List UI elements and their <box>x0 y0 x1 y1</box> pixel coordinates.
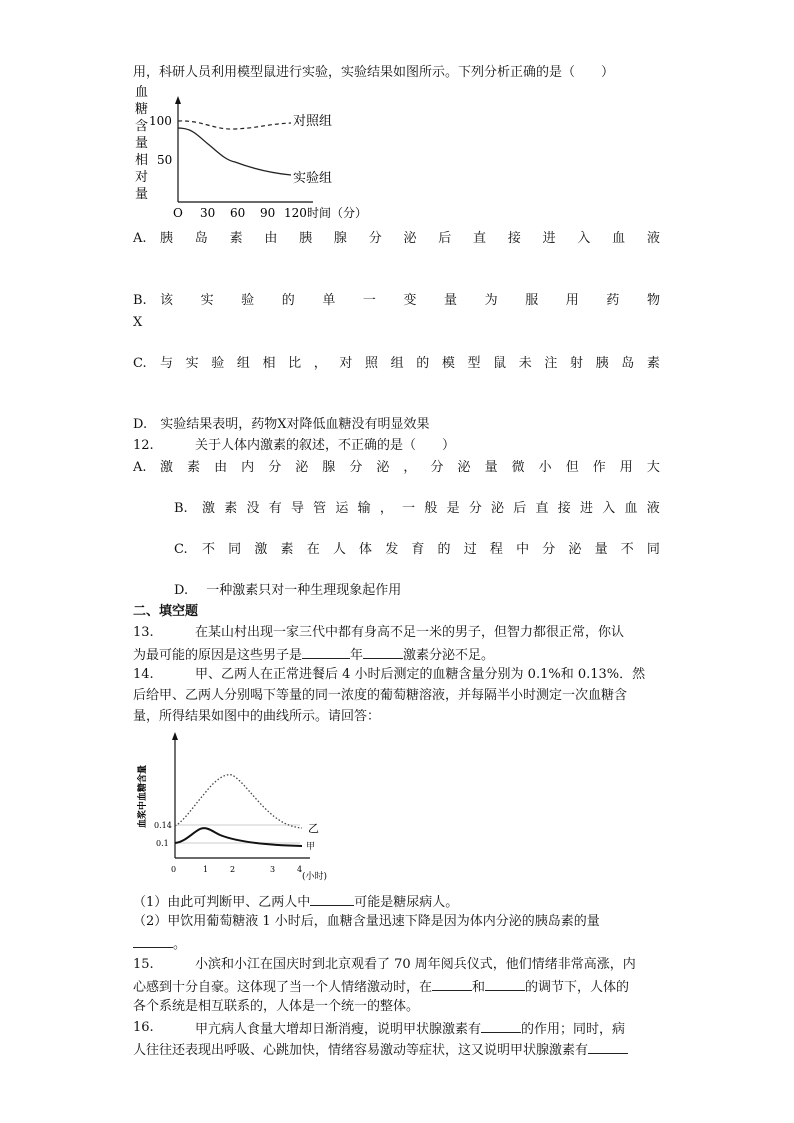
chart1-ytick-50: 50 <box>157 153 173 167</box>
q12-option-b: B. <box>174 501 188 516</box>
q12-number: 12. <box>133 438 154 453</box>
option-char: 泌 <box>457 460 471 475</box>
option-char: 育 <box>411 542 425 557</box>
chart2-xtick-3: 3 <box>270 865 276 874</box>
series-yi-line <box>175 775 302 828</box>
q15-line1: 小滨和小江在国庆时到北京观看了 70 周年阅兵仪式，他们情绪非常高涨，内 <box>195 957 636 972</box>
chart2-series-jia: 甲 <box>306 842 316 852</box>
chart1-xtick-120: 120 <box>284 206 307 219</box>
option-char: 后 <box>513 501 527 516</box>
chart1-xtick-30: 30 <box>200 206 216 219</box>
option-char: 素 <box>646 356 660 371</box>
q14-number: 14. <box>133 667 154 682</box>
option-char: 在 <box>306 542 320 557</box>
option-char: 型 <box>467 356 481 371</box>
option-char: 内 <box>241 460 255 475</box>
option-char: 组 <box>390 356 404 371</box>
option-char: 泌 <box>491 501 505 516</box>
option-char: 未 <box>518 356 532 371</box>
q12-option-c-text <box>202 541 660 558</box>
q11-option-c-text <box>160 355 660 372</box>
option-char: 岛 <box>621 356 635 371</box>
option-char: 同 <box>228 542 242 557</box>
option-char: 胰 <box>299 231 313 246</box>
option-char: 激 <box>202 501 216 516</box>
option-char: 相 <box>262 356 276 371</box>
chart2-ytick-01: 0.1 <box>156 839 169 848</box>
option-char: 血 <box>624 501 638 516</box>
section-fill-in-title: 二、填空题 <box>133 604 199 619</box>
option-char: 没 <box>246 501 260 516</box>
option-char: 但 <box>565 460 579 475</box>
option-char: 该 <box>160 293 174 308</box>
q14-sub1: （1）由此可判断甲、乙两人中 可能是糖尿病人。 <box>133 892 458 911</box>
option-char: 导 <box>290 501 304 516</box>
q15-line2: 心感到十分自豪。这体现了当一个人情绪激动时，在 和 的调节下，人体的 <box>133 977 629 996</box>
chart2-xtick-0: 0 <box>171 865 177 874</box>
blood-sugar-chart-2 <box>130 728 330 883</box>
option-char: 不 <box>202 542 216 557</box>
chart2-xtick-4: 4 <box>297 865 303 874</box>
option-char: 后 <box>438 231 452 246</box>
q13-line2: 为最可能的原因是这些男子是 年 激素分泌不足。 <box>133 645 494 664</box>
option-char: 胰 <box>595 356 609 371</box>
q16-blank-1[interactable] <box>481 1019 521 1033</box>
option-char: 有 <box>268 501 282 516</box>
option-char: 服 <box>525 293 539 308</box>
q16-line1: 甲亢病人食量大增却日渐消瘦，说明甲状腺激素有 的作用；同时，病 <box>195 1019 625 1038</box>
q15-number: 15. <box>133 957 154 972</box>
option-char: 一 <box>362 293 376 308</box>
option-char: 量 <box>444 293 458 308</box>
question-11-stem: 用，科研人员利用模型鼠进行实验，实验结果如图所示。下列分析正确的是（ ） <box>133 65 615 80</box>
option-char: 的 <box>437 542 451 557</box>
option-char: 与 <box>160 356 174 371</box>
option-char: 进 <box>579 501 593 516</box>
option-char: 小 <box>538 460 552 475</box>
chart2-xtick-1: 1 <box>203 865 209 874</box>
option-char: ， <box>313 356 327 371</box>
q13-line1: 在某山村出现一家三代中都有身高不足一米的男子，但智力都很正常，你认 <box>195 625 625 640</box>
option-char: 腺 <box>322 460 336 475</box>
option-char: 实 <box>200 293 214 308</box>
chart1-series-control: 对照组 <box>293 114 333 129</box>
option-char: 泌 <box>295 460 309 475</box>
chart1-ylabel <box>135 85 148 202</box>
chart2-xtick-2: 2 <box>230 865 236 874</box>
q14-sub2: （2）甲饮用葡萄糖液 1 小时后，血糖含量迅速下降是因为体内分泌的胰岛素的量 <box>133 914 600 929</box>
option-char: ， <box>403 460 417 475</box>
option-char: 泌 <box>568 542 582 557</box>
chart1-series-experiment: 实验组 <box>293 171 333 186</box>
chart2-series-yi: 乙 <box>308 822 319 835</box>
option-char: 药 <box>606 293 620 308</box>
option-char: 不 <box>620 542 634 557</box>
q11-option-b: B. <box>133 293 147 308</box>
option-char: 量 <box>594 542 608 557</box>
option-char: 入 <box>577 231 591 246</box>
option-char: 体 <box>359 542 373 557</box>
option-char: 是 <box>446 501 460 516</box>
q12-stem: 关于人体内激素的叙述，不正确的是（ ） <box>195 438 456 453</box>
option-char: 素 <box>229 231 243 246</box>
option-char: 管 <box>313 501 327 516</box>
q11-option-d: D. 实验结果表明，药物X对降低血糖没有明显效果 <box>133 417 430 432</box>
q12-option-d: D. 一种激素只对一种生理现象起作用 <box>174 583 402 598</box>
q12-option-a-text <box>160 459 660 476</box>
option-char: 分 <box>542 542 556 557</box>
option-char: 物 <box>646 293 660 308</box>
q14-line3: 量，所得结果如图中的曲线所示。请回答： <box>133 709 381 724</box>
option-char: 激 <box>254 542 268 557</box>
chart1-ylabel-char: 含 <box>135 119 149 134</box>
blood-sugar-chart-1 <box>133 84 373 219</box>
option-char: 人 <box>332 542 346 557</box>
q14-blank-1[interactable] <box>310 892 354 906</box>
q16-line2: 人往往还表现出呼吸、心跳加快，情绪容易激动等症状，这又说明甲状腺激素有 <box>133 1040 628 1059</box>
q11-option-a-text <box>160 230 660 247</box>
option-char: 接 <box>507 231 521 246</box>
option-char: 鼠 <box>493 356 507 371</box>
option-char: 对 <box>339 356 353 371</box>
option-char: 接 <box>557 501 571 516</box>
option-char: 用 <box>565 293 579 308</box>
q15-blank-2[interactable] <box>485 977 525 991</box>
q14-line1: 甲、乙两人在正常进餐后 4 小时后测定的血糖含量分别为 0.1%和 0.13%．然 <box>195 667 646 682</box>
option-char: 中 <box>516 542 530 557</box>
q12-option-b-text <box>202 500 660 517</box>
option-char: 过 <box>463 542 477 557</box>
option-char: 分 <box>349 460 363 475</box>
option-char: 运 <box>335 501 349 516</box>
option-char: 般 <box>424 501 438 516</box>
chart1-ytick-100: 100 <box>149 114 172 128</box>
option-char: 作 <box>592 460 606 475</box>
option-char: 用 <box>619 460 633 475</box>
option-char: 的 <box>281 293 295 308</box>
option-char: 由 <box>264 231 278 246</box>
option-char: ， <box>379 501 393 516</box>
option-char: 素 <box>187 460 201 475</box>
option-char: 激 <box>160 460 174 475</box>
option-char: 液 <box>646 231 660 246</box>
chart1-ylabel-char: 糖 <box>135 102 149 117</box>
option-char: 岛 <box>194 231 208 246</box>
option-char: 照 <box>365 356 379 371</box>
option-char: 泌 <box>403 231 417 246</box>
chart2-xunit: (小时) <box>302 872 328 882</box>
chart2-ylabel: 血浆中血糖含量 <box>138 764 148 828</box>
chart1-xtick-90: 90 <box>260 206 276 219</box>
series-jia-line <box>175 828 302 846</box>
option-char: 分 <box>430 460 444 475</box>
chart1-ylabel-char: 量 <box>135 136 149 151</box>
option-char: 同 <box>646 542 660 557</box>
option-char: 一 <box>402 501 416 516</box>
option-char: 量 <box>484 460 498 475</box>
option-char: 泌 <box>376 460 390 475</box>
option-char: 血 <box>612 231 626 246</box>
option-char: 单 <box>322 293 336 308</box>
chart1-ylabel-char: 血 <box>135 85 149 100</box>
q14-line2: 后给甲、乙两人分别喝下等量的同一浓度的葡萄糖溶液，并每隔半小时测定一次血糖含 <box>133 688 628 703</box>
option-char: 分 <box>268 460 282 475</box>
option-char: 程 <box>489 542 503 557</box>
option-char: 发 <box>385 542 399 557</box>
experiment-group-line <box>178 128 291 175</box>
q11-option-b-text <box>160 292 660 309</box>
option-char: 验 <box>211 356 225 371</box>
option-char: 模 <box>441 356 455 371</box>
q15-line3: 各个系统是相互联系的，人体是一个统一的整体。 <box>133 999 420 1014</box>
option-char: 注 <box>544 356 558 371</box>
option-char: 微 <box>511 460 525 475</box>
q13-blank-2[interactable] <box>363 645 403 659</box>
chart1-ylabel-char: 量 <box>135 187 149 202</box>
option-char: 实 <box>185 356 199 371</box>
chart1-xtick-0: O <box>173 206 183 219</box>
q13-blank-1[interactable] <box>302 645 350 659</box>
option-char: 验 <box>241 293 255 308</box>
chart1-ylabel-char: 对 <box>135 170 149 185</box>
option-char: 为 <box>484 293 498 308</box>
chart2-ytick-014: 0.14 <box>154 821 172 830</box>
q16-blank-2[interactable] <box>588 1040 628 1054</box>
option-char: 进 <box>542 231 556 246</box>
q11-option-a: A. <box>133 231 147 246</box>
option-char: 输 <box>357 501 371 516</box>
option-char: 分 <box>468 501 482 516</box>
option-char: 射 <box>570 356 584 371</box>
q12-option-c: C. <box>174 542 188 557</box>
option-char: 胰 <box>160 231 174 246</box>
option-char: 由 <box>214 460 228 475</box>
option-char: 腺 <box>333 231 347 246</box>
option-char: 直 <box>473 231 487 246</box>
q14-sub2-wrap: 。 <box>133 934 186 953</box>
chart1-ylabel-char: 相 <box>135 153 149 168</box>
option-char: 的 <box>416 356 430 371</box>
option-char: 大 <box>646 460 660 475</box>
q16-number: 16. <box>133 1020 154 1035</box>
chart1-xlabel: 时间（分） <box>307 206 368 219</box>
option-char: 分 <box>368 231 382 246</box>
option-char: 素 <box>280 542 294 557</box>
option-char: 素 <box>224 501 238 516</box>
q11-option-b-wrap: X <box>133 315 143 330</box>
option-char: 比 <box>288 356 302 371</box>
option-char: 液 <box>646 501 660 516</box>
q15-blank-1[interactable] <box>432 977 472 991</box>
q11-option-c: C. <box>133 356 147 371</box>
q13-number: 13. <box>133 625 154 640</box>
option-char: 直 <box>535 501 549 516</box>
chart1-xtick-60: 60 <box>230 206 246 219</box>
option-char: 变 <box>403 293 417 308</box>
option-char: 组 <box>236 356 250 371</box>
option-char: 入 <box>602 501 616 516</box>
control-group-line <box>178 121 291 129</box>
q12-option-a: A. <box>133 460 147 475</box>
q14-blank-2[interactable] <box>133 934 173 948</box>
